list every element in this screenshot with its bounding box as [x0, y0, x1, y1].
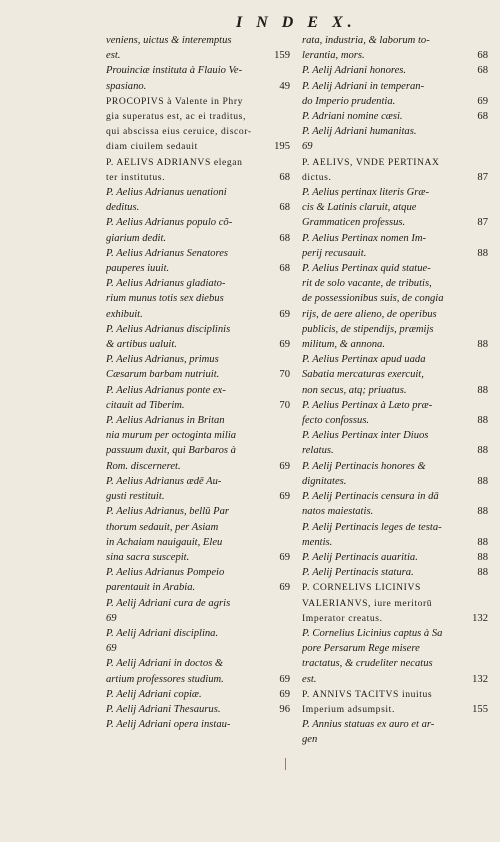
- entry-text: spasiano.: [106, 80, 147, 92]
- entry-text: de possessionibus suis, de congia: [302, 293, 444, 305]
- entry-text: & artibus ualuit.: [106, 339, 177, 351]
- index-entry-line: [302, 489, 488, 504]
- entry-text: PROCOPIVS à Valente in Phry: [106, 95, 244, 107]
- index-entry-line: [302, 565, 488, 580]
- page-reference: 88: [477, 475, 488, 487]
- page-reference: 68: [477, 65, 488, 77]
- entry-text: Rom. discerneret.: [106, 460, 181, 472]
- index-entry: [106, 383, 290, 413]
- entry-text: P. Aelij Pertinacis auaritia.: [302, 551, 418, 563]
- entry-text: qui abscissa eius ceruice, discor-: [106, 126, 252, 138]
- index-entry: [302, 352, 488, 398]
- index-entry-line: [106, 155, 290, 170]
- index-entry: [106, 626, 290, 656]
- entry-text: P. Aelij Pertinacis censura in dā: [302, 491, 439, 503]
- index-entry-line: [302, 367, 488, 382]
- index-entry-line: [302, 322, 488, 337]
- page-reference: 195: [274, 141, 290, 153]
- entry-text: gia superatus est, ac ei traditus,: [106, 111, 247, 123]
- index-entry: [302, 33, 488, 63]
- index-entry-line: [106, 413, 290, 428]
- page-reference: 70: [279, 369, 290, 381]
- index-entry: [106, 656, 290, 686]
- index-entry: [302, 489, 488, 519]
- page-reference: 88: [477, 536, 488, 548]
- entry-text: giarium dedit.: [106, 232, 167, 244]
- index-entry-line: [302, 215, 488, 230]
- index-entry-line: [302, 155, 488, 170]
- entry-text: P. Aelius Adrianus Senatores: [106, 247, 229, 259]
- index-entry: [106, 246, 290, 276]
- index-entry-line: [106, 170, 290, 185]
- entry-text: P. Aelius Adrianus, primus: [106, 354, 219, 366]
- index-entry: [302, 63, 488, 78]
- index-entry: [106, 352, 290, 382]
- page-reference: 87: [477, 171, 488, 183]
- index-entry-line: [106, 687, 290, 702]
- index-entry-line: [302, 474, 488, 489]
- entry-text: P. Aelius Adrianus, bellū Par: [106, 506, 230, 518]
- index-entry-line: [302, 459, 488, 474]
- index-entry: [106, 504, 290, 565]
- entry-text: Cæsarum barbam nutriuit.: [106, 369, 220, 381]
- entry-text: VALERIANVS, iure meritorū: [302, 597, 433, 609]
- index-entry: [106, 215, 290, 245]
- entry-text: P. Aelij Adriani humanitas.: [302, 126, 417, 138]
- entry-text: P. Adriani nomine cæsi.: [302, 111, 403, 123]
- index-entry-line: [106, 291, 290, 306]
- index-entry-line: [302, 246, 488, 261]
- index-entry-line: [302, 732, 488, 747]
- page-reference: 88: [477, 339, 488, 351]
- index-entry-line: [106, 139, 290, 154]
- entry-text: est.: [106, 50, 121, 62]
- index-entry: [106, 413, 290, 474]
- entry-text: dignitates.: [302, 475, 347, 487]
- page-reference: 88: [477, 247, 488, 259]
- index-entry: [302, 398, 488, 428]
- index-entry: [302, 124, 488, 154]
- index-entry-line: [106, 550, 290, 565]
- index-entry-line: [302, 170, 488, 185]
- entry-text: P. Aelij Pertinacis leges de testa-: [302, 521, 442, 533]
- entry-text: thorum sedauit, per Asiam: [106, 521, 219, 533]
- index-entry: [302, 261, 488, 352]
- index-entry-line: [106, 641, 290, 656]
- entry-text: P. Cornelius Licinius captus à Sa: [302, 627, 443, 639]
- index-entry-line: [106, 489, 290, 504]
- entry-text: militum, & annona.: [302, 339, 385, 351]
- entry-text: exhibuit.: [106, 308, 143, 320]
- index-entry-line: [106, 307, 290, 322]
- entry-text: Sabatia mercaturas exercuit,: [302, 369, 424, 381]
- gutter-mark: [285, 758, 286, 770]
- entry-text: P. Aelius Adrianus ædē Au-: [106, 475, 222, 487]
- index-entry-line: [302, 383, 488, 398]
- index-entry-line: [302, 580, 488, 595]
- entry-text: parentauit in Arabia.: [106, 582, 196, 594]
- page-reference: 88: [477, 506, 488, 518]
- index-entry-line: [302, 291, 488, 306]
- index-entry-line: [302, 413, 488, 428]
- page-header: I N D E X.: [236, 14, 357, 31]
- index-entry-line: [106, 200, 290, 215]
- page-reference: 69: [279, 339, 290, 351]
- index-entry-line: [302, 352, 488, 367]
- page-reference: 49: [279, 80, 290, 92]
- entry-text: P. Aelij Adriani opera instau-: [106, 719, 231, 731]
- index-entry: [106, 63, 290, 93]
- index-entry-line: [106, 185, 290, 200]
- index-entry-line: [106, 504, 290, 519]
- entry-text: P. AELIVS, VNDE PERTINAX: [302, 156, 440, 168]
- entry-text: do Imperio prudentia.: [302, 95, 396, 107]
- entry-text: P. Aelij Adriani cura de agris: [106, 597, 231, 609]
- index-column-right: [302, 33, 488, 748]
- entry-text: gusti restituit.: [106, 491, 165, 503]
- index-entry-line: [106, 565, 290, 580]
- entry-text: mentis.: [302, 536, 333, 548]
- index-entry-line: [106, 94, 290, 109]
- index-entry: [106, 702, 290, 717]
- index-entry: [106, 474, 290, 504]
- page-reference: 88: [477, 384, 488, 396]
- index-entry-line: [106, 48, 290, 63]
- entry-text: cis & Latinis claruit, atque: [302, 202, 417, 214]
- index-entry: [302, 717, 488, 747]
- page-reference: 68: [477, 111, 488, 123]
- index-entry: [302, 580, 488, 626]
- index-entry-line: [106, 398, 290, 413]
- entry-text: sina sacra suscepit.: [106, 551, 190, 563]
- index-entry-line: [302, 79, 488, 94]
- entry-text: Imperator creatus.: [302, 612, 383, 624]
- entry-text: Grammaticen professus.: [302, 217, 406, 229]
- entry-text: dictus.: [302, 171, 332, 183]
- index-entry-line: [106, 352, 290, 367]
- page-reference: 68: [477, 50, 488, 62]
- index-entry: [106, 322, 290, 352]
- index-entry-line: [302, 672, 488, 687]
- index-entry: [302, 79, 488, 109]
- entry-text: P. Aelius Adrianus Pompeio: [106, 567, 225, 579]
- index-entry-line: [106, 672, 290, 687]
- index-entry: [106, 687, 290, 702]
- entry-text: citauit ad Tiberim.: [106, 399, 185, 411]
- entry-text: tractatus, & crudeliter necatus: [302, 658, 433, 670]
- page-reference: 69: [279, 491, 290, 503]
- index-entry-line: [302, 520, 488, 535]
- entry-text: ter institutus.: [106, 171, 166, 183]
- entry-text: pauperes iuuit.: [106, 263, 170, 275]
- index-entry: [302, 550, 488, 565]
- entry-text: P. Aelij Adriani honores.: [302, 65, 407, 77]
- entry-text: in Achaiam nauigauit, Eleu: [106, 536, 223, 548]
- entry-text: perij recusauit.: [302, 247, 367, 259]
- index-entry-line: [106, 322, 290, 337]
- entry-text: P. Aelius Adrianus uenationi: [106, 187, 227, 199]
- page-reference: 69: [279, 688, 290, 700]
- entry-text: publicis, de stipendijs, præmijs: [302, 323, 434, 335]
- index-entry: [302, 687, 488, 717]
- entry-text: deditus.: [106, 202, 140, 214]
- index-entry-line: [106, 63, 290, 78]
- entry-text: fecto confossus.: [302, 415, 370, 427]
- entry-text: rijs, de aere alieno, de operibus: [302, 308, 437, 320]
- index-entry-line: [302, 611, 488, 626]
- index-entry-line: [302, 337, 488, 352]
- entry-text: Imperium adsumpsit.: [302, 703, 395, 715]
- index-entry-line: [106, 580, 290, 595]
- index-entry: [302, 231, 488, 261]
- page-reference: 159: [274, 50, 290, 62]
- entry-text: P. CORNELIVS LICINIVS: [302, 582, 421, 594]
- page-reference: 88: [477, 415, 488, 427]
- entry-text: P. Aelius Pertinax quid statue-: [302, 263, 431, 275]
- page-reference: 68: [279, 171, 290, 183]
- index-column-left: [106, 33, 290, 732]
- index-entry-line: [106, 246, 290, 261]
- index-entry: [106, 155, 290, 185]
- index-entry-line: [302, 702, 488, 717]
- page-reference: 69: [279, 551, 290, 563]
- index-entry-line: [302, 124, 488, 139]
- index-entry-line: [106, 367, 290, 382]
- index-entry-line: [106, 611, 290, 626]
- index-entry-line: [302, 139, 488, 154]
- entry-text: P. Aelius Adrianus disciplinis: [106, 323, 231, 335]
- entry-text: relatus.: [302, 445, 334, 457]
- entry-text: P. Aelius Pertinax à Læto præ-: [302, 399, 433, 411]
- index-entry-line: [302, 63, 488, 78]
- page-reference: 88: [477, 445, 488, 457]
- index-entry-line: [302, 656, 488, 671]
- page-reference: 68: [279, 263, 290, 275]
- index-entry-line: [106, 474, 290, 489]
- page-reference: 88: [477, 551, 488, 563]
- entry-text: 69: [106, 643, 117, 655]
- entry-text: lerantia, mors.: [302, 50, 365, 62]
- entry-text: artium professores studium.: [106, 673, 224, 685]
- index-entry-line: [106, 261, 290, 276]
- entry-text: nia murum per octoginta milia: [106, 430, 237, 442]
- entry-text: P. Aelij Adriani Thesaurus.: [106, 703, 221, 715]
- index-entry: [302, 185, 488, 231]
- page-reference: 69: [279, 582, 290, 594]
- entry-text: P. Aelius Adrianus ponte ex-: [106, 384, 226, 396]
- index-entry-line: [302, 33, 488, 48]
- index-entry-line: [106, 702, 290, 717]
- index-entry-line: [302, 94, 488, 109]
- index-entry-line: [106, 596, 290, 611]
- entry-text: natos maiestatis.: [302, 506, 374, 518]
- index-entry-line: [302, 641, 488, 656]
- entry-text: P. Aelius Pertinax nomen Im-: [302, 232, 427, 244]
- index-entry: [106, 94, 290, 155]
- entry-text: P. Aelij Adriani copiæ.: [106, 688, 202, 700]
- entry-text: 69: [302, 141, 313, 153]
- entry-text: P. Aelius pertinax literis Græ-: [302, 187, 430, 199]
- page-reference: 69: [477, 95, 488, 107]
- index-entry-line: [106, 33, 290, 48]
- index-entry: [302, 520, 488, 550]
- index-entry-line: [302, 428, 488, 443]
- page-reference: 132: [472, 673, 488, 685]
- index-entry-line: [106, 428, 290, 443]
- entry-text: P. Aelij Pertinacis statura.: [302, 567, 414, 579]
- index-entry-line: [106, 79, 290, 94]
- index-entry-line: [106, 443, 290, 458]
- index-entry-line: [302, 109, 488, 124]
- page-reference: 68: [279, 232, 290, 244]
- entry-text: rit de solo vacante, de tributis,: [302, 278, 432, 290]
- entry-text: est.: [302, 673, 317, 685]
- entry-text: veniens, uictus & interemptus: [106, 35, 232, 46]
- index-entry: [106, 565, 290, 595]
- entry-text: rium munus totis sex diebus: [106, 293, 224, 305]
- index-entry-line: [106, 337, 290, 352]
- index-entry-line: [106, 626, 290, 641]
- index-entry-line: [106, 215, 290, 230]
- index-entry-line: [106, 535, 290, 550]
- index-entry-line: [302, 443, 488, 458]
- index-entry: [302, 109, 488, 124]
- index-entry-line: [106, 276, 290, 291]
- entry-text: P. ANNIVS TACITVS inuitus: [302, 688, 433, 700]
- entry-text: P. Aelij Adriani in doctos &: [106, 658, 224, 670]
- index-entry-line: [106, 124, 290, 139]
- page-reference: 70: [279, 399, 290, 411]
- page-reference: 69: [279, 308, 290, 320]
- index-entry: [302, 459, 488, 489]
- index-entry-line: [302, 398, 488, 413]
- page-reference: 132: [472, 612, 488, 624]
- index-entry-line: [302, 504, 488, 519]
- entry-text: 69: [106, 612, 117, 624]
- index-entry: [106, 33, 290, 63]
- index-entry: [302, 155, 488, 185]
- entry-text: diam ciuilem sedauit: [106, 141, 198, 153]
- entry-text: P. Aelij Pertinacis honores &: [302, 460, 426, 472]
- index-entry-line: [302, 231, 488, 246]
- index-entry-line: [302, 261, 488, 276]
- index-entry: [302, 428, 488, 458]
- entry-text: P. Aelius Adrianus populo cõ-: [106, 217, 233, 229]
- index-entry: [302, 565, 488, 580]
- entry-text: P. Aelij Adriani disciplina.: [106, 627, 219, 639]
- index-entry-line: [302, 596, 488, 611]
- entry-text: P. Aelij Adriani in temperan-: [302, 80, 425, 92]
- index-entry-line: [106, 231, 290, 246]
- entry-text: pore Persarum Rege misere: [302, 643, 420, 655]
- entry-text: P. Aelius Pertinax apud uada: [302, 354, 426, 366]
- page-reference: 87: [477, 217, 488, 229]
- index-entry-line: [302, 48, 488, 63]
- index-entry-line: [106, 520, 290, 535]
- page-reference: 88: [477, 567, 488, 579]
- index-entry-line: [106, 459, 290, 474]
- page-reference: 69: [279, 460, 290, 472]
- index-entry-line: [302, 687, 488, 702]
- entry-text: P. Aelius Adrianus in Britan: [106, 415, 225, 427]
- entry-text: gen: [302, 734, 318, 746]
- page-reference: 68: [279, 202, 290, 214]
- entry-text: Prouinciæ instituta à Flauio Ve-: [106, 65, 243, 77]
- index-entry: [106, 596, 290, 626]
- index-entry: [106, 717, 290, 732]
- index-entry-line: [302, 717, 488, 732]
- page-reference: 69: [279, 673, 290, 685]
- entry-text: rata, industria, & laborum to-: [302, 35, 430, 46]
- index-entry-line: [106, 717, 290, 732]
- index-entry-line: [302, 307, 488, 322]
- index-entry-line: [302, 626, 488, 641]
- entry-text: P. Annius statuas ex auro et ar-: [302, 719, 435, 731]
- index-entry-line: [302, 200, 488, 215]
- index-entry-line: [302, 535, 488, 550]
- index-entry-line: [106, 656, 290, 671]
- index-entry: [106, 185, 290, 215]
- index-entry-line: [302, 185, 488, 200]
- entry-text: non secus, atq; priuatus.: [302, 384, 407, 396]
- entry-text: P. Aelius Pertinax inter Diuos: [302, 430, 429, 442]
- entry-text: P. AELIVS ADRIANVS elegan: [106, 156, 243, 168]
- index-entry-line: [302, 550, 488, 565]
- index-entry-line: [302, 276, 488, 291]
- page-reference: 96: [279, 703, 290, 715]
- entry-text: P. Aelius Adrianus gladiato-: [106, 278, 226, 290]
- page-reference: 155: [472, 703, 488, 715]
- entry-text: passuum duxit, qui Barbaros à: [106, 445, 236, 457]
- index-entry: [106, 276, 290, 322]
- index-entry-line: [106, 383, 290, 398]
- index-entry-line: [106, 109, 290, 124]
- index-entry: [302, 626, 488, 687]
